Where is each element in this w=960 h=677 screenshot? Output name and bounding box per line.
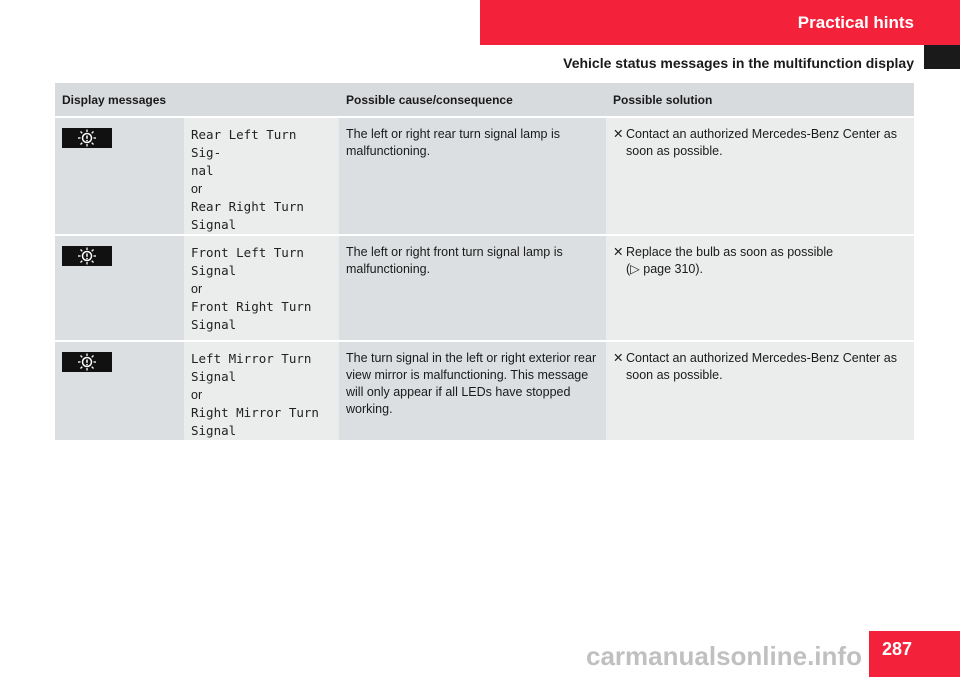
solution-item [613,244,907,278]
icon-cell [55,341,184,441]
icon-cell [55,117,184,235]
turn-signal-warning-icon [62,128,112,148]
display-message-cell [184,117,339,235]
message-line: Signal [191,217,237,232]
or-label: or [191,282,203,296]
message-line: Left Mirror Turn [191,351,312,366]
solution-item [613,350,907,384]
page-number: 287 [869,631,960,677]
solution-cell [606,235,914,341]
column-header-solution: Possible solution [606,83,914,117]
message-line: Signal [191,263,237,278]
message-line: Rear Left Turn Sig- [191,127,297,160]
solution-item [613,126,907,160]
solution-text: Contact an authorized Mercedes-Benz Center as soon as possible. [626,127,897,158]
section-title: Practical hints [797,13,914,32]
message-line: Signal [191,369,237,384]
bullet-arrow-icon: ✕ [613,245,624,259]
solution-cell [606,117,914,235]
turn-signal-warning-icon [62,352,112,372]
icon-cell [55,235,184,341]
page-subtitle: Vehicle status messages in the multifunction display [563,55,914,71]
cause-cell: The left or right front turn signal lamp is malfunctioning. [339,235,606,341]
message-line: nal [191,163,214,178]
message-line: Rear Right Turn [191,199,304,214]
status-messages-table [55,83,914,442]
message-line: Front Right Turn [191,299,312,314]
solution-text: Contact an authorized Mercedes-Benz Center as soon as possible. [626,351,897,382]
message-line: Right Mirror Turn [191,405,319,420]
turn-signal-warning-icon [62,246,112,266]
table-row [55,235,914,341]
watermark: carmanualsonline.info [586,641,862,671]
solution-text: Replace the bulb as soon as possible [626,245,834,259]
bullet-arrow-icon: ✕ [613,351,624,365]
section-tab [480,0,960,45]
table-header-row [55,83,914,117]
cause-cell: The left or right rear turn signal lamp is malfunctioning. [339,117,606,235]
cause-cell: The turn signal in the left or right exterior rear view mirror is malfunctioning. This message will only appear if all LEDs have stopped working. [339,341,606,441]
display-message-cell [184,341,339,441]
solution-cell [606,341,914,441]
column-header-display-messages: Display messages [55,83,339,117]
message-line: Front Left Turn [191,245,304,260]
bullet-arrow-icon: ✕ [613,127,624,141]
message-line: Signal [191,317,237,332]
corner-marker [924,45,960,69]
table-row [55,117,914,235]
page-reference-link[interactable]: (▷ page 310). [626,262,704,276]
or-label: or [191,182,203,196]
message-line: Signal [191,423,237,438]
column-header-cause: Possible cause/consequence [339,83,606,117]
display-message-cell [184,235,339,341]
or-label: or [191,388,203,402]
table-row [55,341,914,441]
